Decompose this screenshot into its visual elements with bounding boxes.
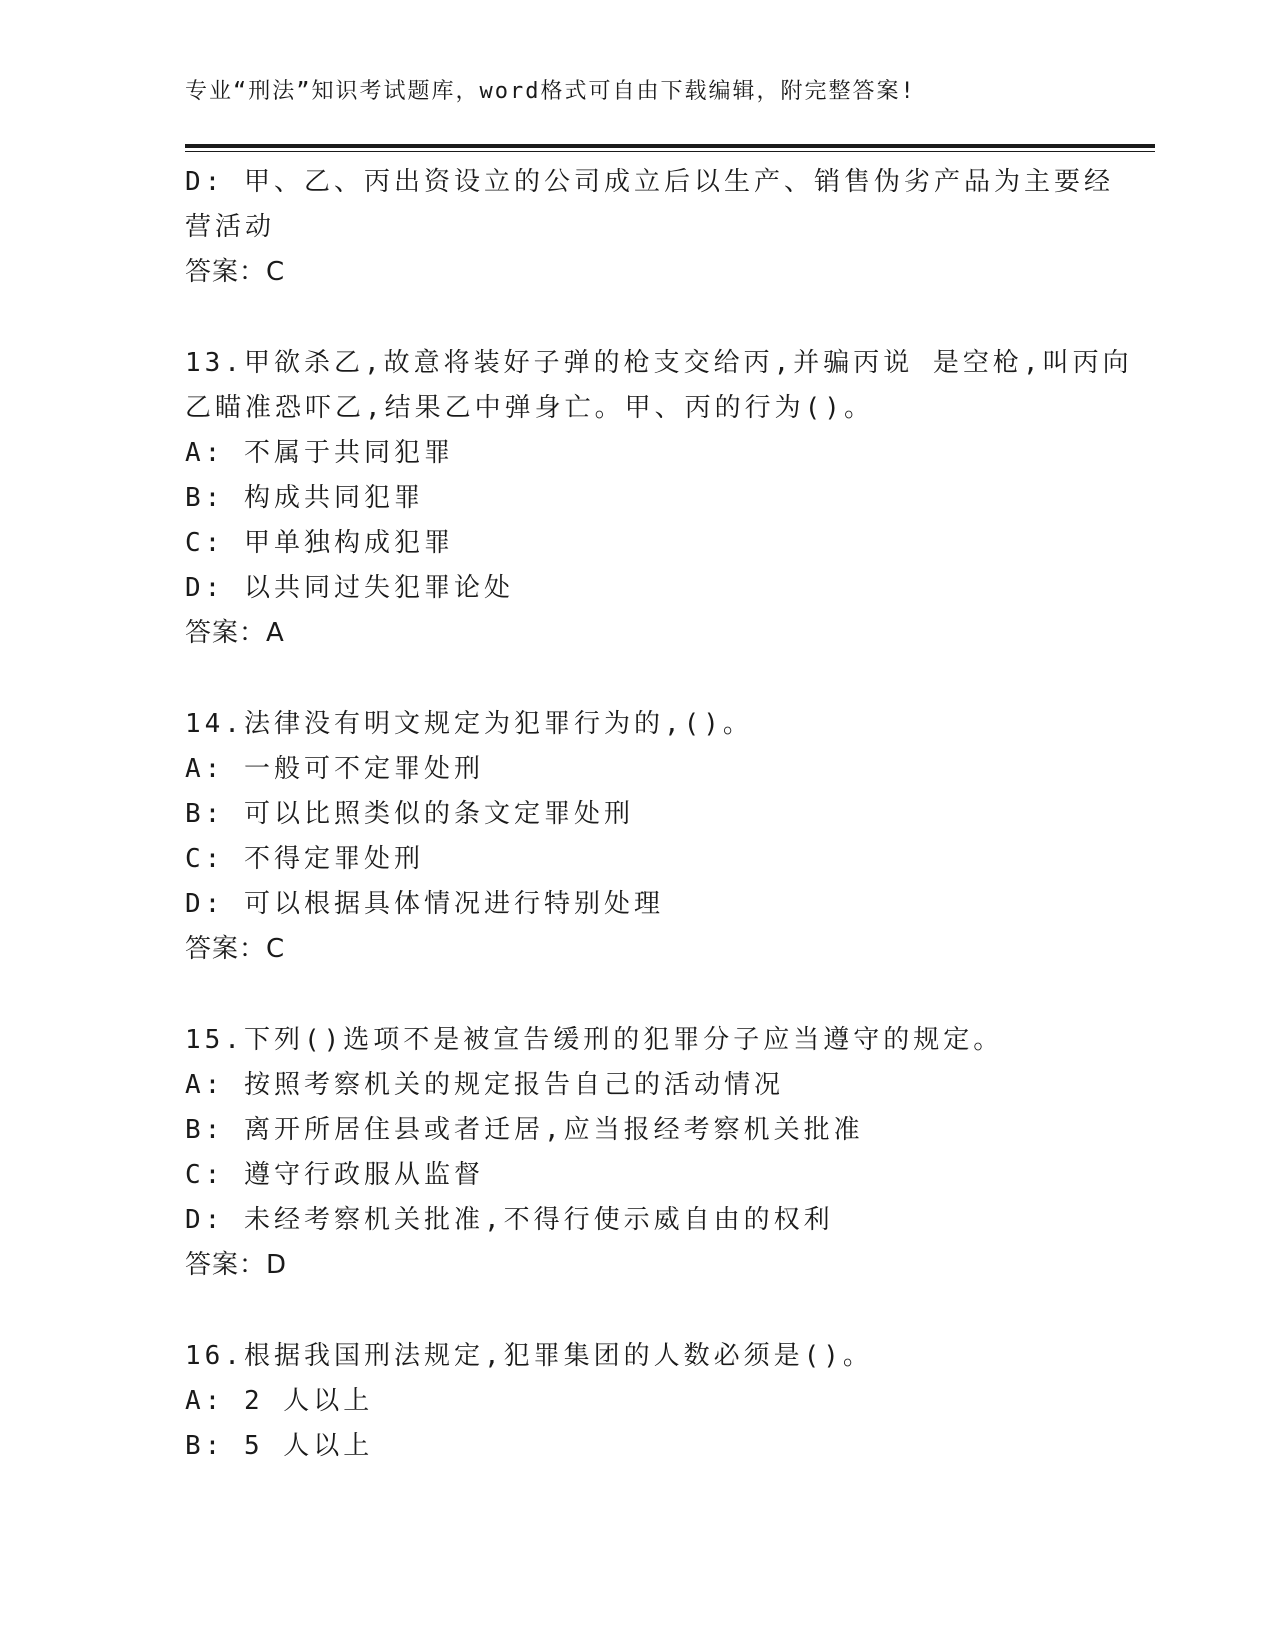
q13-stem-line2: 乙瞄准恐吓乙,结果乙中弹身亡。甲、丙的行为()。 bbox=[185, 393, 874, 423]
spacer bbox=[185, 972, 1085, 1018]
q13-option-b: B: 构成共同犯罪 bbox=[185, 483, 424, 513]
q13-answer: 答案：A bbox=[185, 618, 285, 648]
answer-line: 答案：C bbox=[185, 257, 286, 287]
spacer bbox=[185, 1288, 1085, 1334]
header-rule-thick bbox=[185, 144, 1155, 148]
q14-option-c: C: 不得定罪处刑 bbox=[185, 844, 424, 874]
q13-stem-line1: 13.甲欲杀乙,故意将装好子弹的枪支交给丙,并骗丙说 是空枪,叫丙向 bbox=[185, 348, 1133, 378]
header-rule-thin bbox=[185, 151, 1155, 152]
q15-answer: 答案：D bbox=[185, 1250, 288, 1280]
q14-stem-line1: 14.法律没有明文规定为犯罪行为的,()。 bbox=[185, 709, 753, 739]
q15-option-a: A: 按照考察机关的规定报告自己的活动情况 bbox=[185, 1070, 784, 1100]
page-header: 专业“刑法”知识考试题库，word格式可自由下载编辑，附完整答案! bbox=[185, 79, 916, 104]
question-content bbox=[185, 160, 1133, 1469]
spacer bbox=[185, 295, 1085, 341]
q15-option-c: C: 遵守行政服从监督 bbox=[185, 1160, 484, 1190]
option-d-line1: D: 甲、乙、丙出资设立的公司成立后以生产、销售伪劣产品为主要经 bbox=[185, 167, 1114, 197]
q14-option-a: A: 一般可不定罪处刑 bbox=[185, 754, 484, 784]
q14-option-d: D: 可以根据具体情况进行特别处理 bbox=[185, 889, 664, 919]
q14-option-b: B: 可以比照类似的条文定罪处刑 bbox=[185, 799, 634, 829]
q13-option-d: D: 以共同过失犯罪论处 bbox=[185, 573, 514, 603]
q15-option-b: B: 离开所居住县或者迁居,应当报经考察机关批准 bbox=[185, 1115, 864, 1145]
q14-answer: 答案：C bbox=[185, 934, 286, 964]
q15-option-d: D: 未经考察机关批准,不得行使示威自由的权利 bbox=[185, 1205, 834, 1235]
q16-stem-line1: 16.根据我国刑法规定,犯罪集团的人数必须是()。 bbox=[185, 1341, 873, 1371]
q16-option-a: A: 2 人以上 bbox=[185, 1386, 374, 1416]
q13-option-c: C: 甲单独构成犯罪 bbox=[185, 528, 454, 558]
spacer bbox=[185, 656, 1085, 702]
q13-option-a: A: 不属于共同犯罪 bbox=[185, 438, 454, 468]
q16-option-b: B: 5 人以上 bbox=[185, 1431, 374, 1461]
q15-stem-line1: 15.下列()选项不是被宣告缓刑的犯罪分子应当遵守的规定。 bbox=[185, 1025, 1004, 1055]
option-d-line2: 营活动 bbox=[185, 212, 276, 242]
